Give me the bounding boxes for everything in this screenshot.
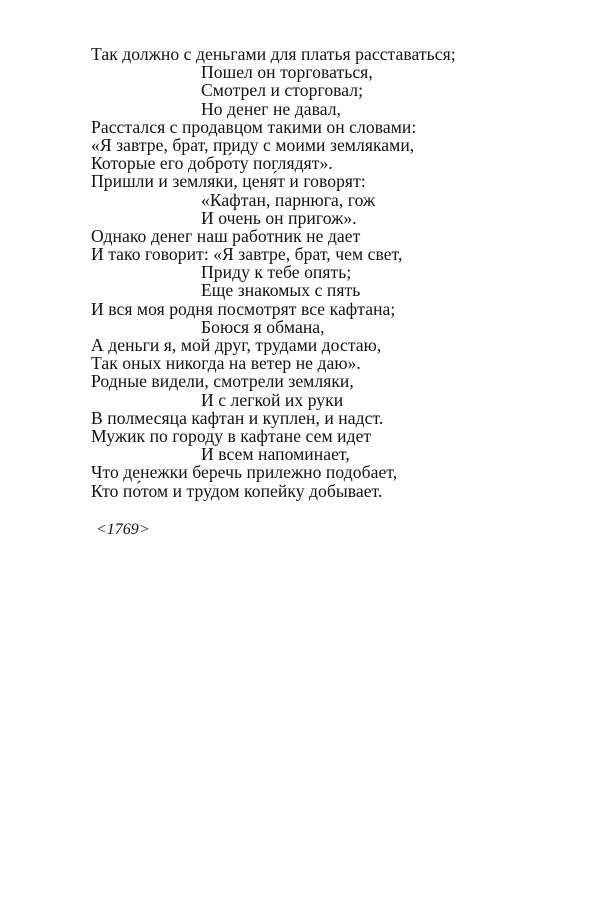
poem-line: Расстался с продавцом такими он словами: bbox=[91, 116, 417, 137]
poem-line: Пошел он торговаться, bbox=[201, 62, 373, 83]
poem-line: Пришли и земляки, ценя́т и говорят: bbox=[91, 171, 366, 192]
poem-line: «Кафтан, парнюга, гож bbox=[201, 189, 376, 210]
poem-line: Смотрел и сторговал; bbox=[201, 80, 364, 101]
poem-line: Так оных никогда на ветер не даю». bbox=[91, 353, 361, 374]
poem-line: И вся моя родня посмотрят все кафтана; bbox=[91, 298, 396, 319]
poem-text bbox=[91, 45, 571, 500]
poem-line: Которые его добро́ту поглядят». bbox=[91, 153, 333, 174]
poem-line: И всем напоминает, bbox=[201, 444, 350, 465]
poem-date: <1769> bbox=[96, 521, 150, 538]
poem-line: Приду к тебе опять; bbox=[201, 262, 352, 283]
poem-line: Мужик по городу в кафтане сем идет bbox=[91, 425, 372, 446]
poem-line: И с легкой их руки bbox=[201, 389, 344, 410]
poem-line: Но денег не давал, bbox=[201, 98, 342, 119]
poem-line: Боюся я обмана, bbox=[201, 316, 325, 337]
poem-line: Еще знакомых с пять bbox=[201, 280, 361, 301]
poem-line: «Я завтре, брат, приду с моими земляками, bbox=[91, 134, 415, 155]
poem-line: И очень он пригож». bbox=[201, 207, 357, 228]
poem-line: Кто по́том и трудом копейку добывает. bbox=[91, 480, 383, 501]
poem-line: Что денежки беречь прилежно подобает, bbox=[91, 462, 398, 483]
poem-line: Родные видели, смотрели земляки, bbox=[91, 371, 354, 392]
poem-line: А деньги я, мой друг, трудами достаю, bbox=[91, 335, 382, 355]
poem-line: И тако говорит: «Я завтре, брат, чем свет, bbox=[91, 244, 403, 265]
poem-line: В полмесяца кафтан и куплен, и надст. bbox=[91, 407, 384, 428]
poem-line: Однако денег наш работник не дает bbox=[91, 225, 361, 246]
poem-line: Так должно с деньгами для платья расставаться; bbox=[91, 44, 456, 64]
